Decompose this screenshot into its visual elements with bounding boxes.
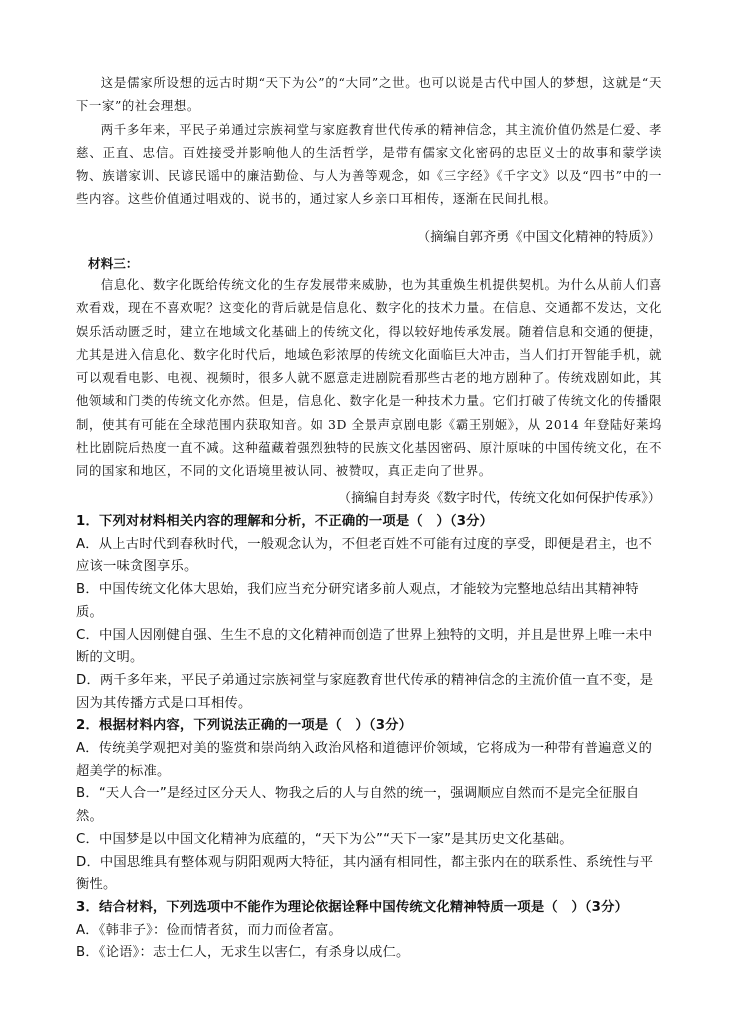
question-1 <box>76 511 664 715</box>
question-2 <box>76 715 664 897</box>
option-c: C．中国梦是以中国文化精神为底蕴的，“天下为公”“天下一家”是其历史文化基础。 <box>76 831 573 847</box>
question-stem: 3．结合材料，下列选项中不能作为理论依据诠释中国传统文化精神特质一项是（ ）（3分） <box>76 899 629 915</box>
material-2-tail <box>76 71 662 211</box>
source-citation: （摘编自郭齐勇《中国文化精神的特质》） <box>417 230 661 245</box>
option-d: D．中国思维具有整体观与阴阳观两大特征，其内涵有相同性，都主张内在的联系性、系统性与平衡性。 <box>76 854 654 893</box>
material-3-heading: 材料三： <box>88 256 139 271</box>
option-c: C．中国人因刚健自强、生生不息的文化精神而创造了世界上独特的文明，并且是世界上唯一未中断的文明。 <box>76 627 653 666</box>
option-a: A．《韩非子》：俭而情者贫，而力而俭者富。 <box>76 922 342 938</box>
option-a: A．从上古时代到春秋时代，一般观念认为，不但老百姓不可能有过度的享受，即便是君主，也不应该一味贪图享乐。 <box>76 536 653 575</box>
passage-paragraph: 两千多年来，平民子弟通过宗族祠堂与家庭教育世代传承的精神信念，其主流价值仍然是仁爱、孝慈、正直、忠信。百姓接受并影响他人的生活哲学，是带有儒家文化密码的忠臣义士的故事和蒙学读物、族谱家训、民谚民谣中的廉洁勤俭、与人为善等观念，如《三字经》《千字文》以及“四书”中的一些内容。这些价值通过唱戏的、说书的，通过家人乡亲口耳相传，逐渐在民间扎根。 <box>76 121 662 207</box>
option-b: B．“天人合一”是经过区分天人、物我之后的人与自然的统一，强调顺应自然而不是完全征服自然。 <box>76 786 640 825</box>
material-3-passage <box>76 273 662 483</box>
question-stem: 1．下列对材料相关内容的理解和分析，不正确的一项是（ ）（3分） <box>76 514 494 529</box>
passage-paragraph: 这是儒家所设想的远古时期“天下为公”的“大同”之世。也可以说是古代中国人的梦想，这就是“天下一家”的社会理想。 <box>76 75 662 114</box>
question-3 <box>76 897 664 965</box>
option-d: D．两千多年来，平民子弟通过宗族祠堂与家庭教育世代传承的精神信念的主流价值一直不变，是因为其传播方式是口耳相传。 <box>76 672 654 711</box>
option-b: B．中国传统文化体大思始，我们应当充分研究诸多前人观点，才能较为完整地总结出其精神特质。 <box>76 582 639 620</box>
question-stem: 2．根据材料内容，下列说法正确的一项是（ ）（3分） <box>76 718 413 734</box>
passage-paragraph: 信息化、数字化既给传统文化的生存发展带来威胁，也为其重焕生机提供契机。为什么从前人们喜欢看戏，现在不喜欢呢？这变化的背后就是信息化、数字化的技术力量。在信息、交通都不发达，文化娱乐活动匮乏时，建立在地域文化基础上的传统文化，得以较好地传承发展。随着信息和交通的便捷，尤其是进入信息化、数字化时代后，地域色彩浓厚的传统文化面临巨大冲击，当人们打开智能手机，就可以观看电影、电视、视频时，很多人就不愿意走进剧院看那些古老的地方剧种了。传统戏剧如此，其他领域和门类的传统文化亦然。但是，信息化、数字化是一种技术力量。它们打破了传统文化的传播限制，使其有可能在全球范围内获取知音。如 3D 全景声京剧电影《霸王别姬》，从 2014 年登陆好莱坞杜比剧院后热度一直不减。这种蕴藏着强烈独特的民族文化基因密码、原汁原味的中国传统文化，在不同的国家和地区，不同的文化语境里被认同、被赞叹，真正走向了世界。 <box>76 277 662 479</box>
question-list <box>76 511 664 965</box>
option-a: A．传统美学观把对美的鉴赏和崇尚纳入政治风格和道德评价领域，它将成为一种带有普遍意义的超美学的标准。 <box>76 741 653 779</box>
source-citation: （摘编自封寿炎《数字时代，传统文化如何保护传承》） <box>337 491 661 506</box>
option-b: B．《论语》：志士仁人，无求生以害仁，有杀身以成仁。 <box>76 945 410 961</box>
